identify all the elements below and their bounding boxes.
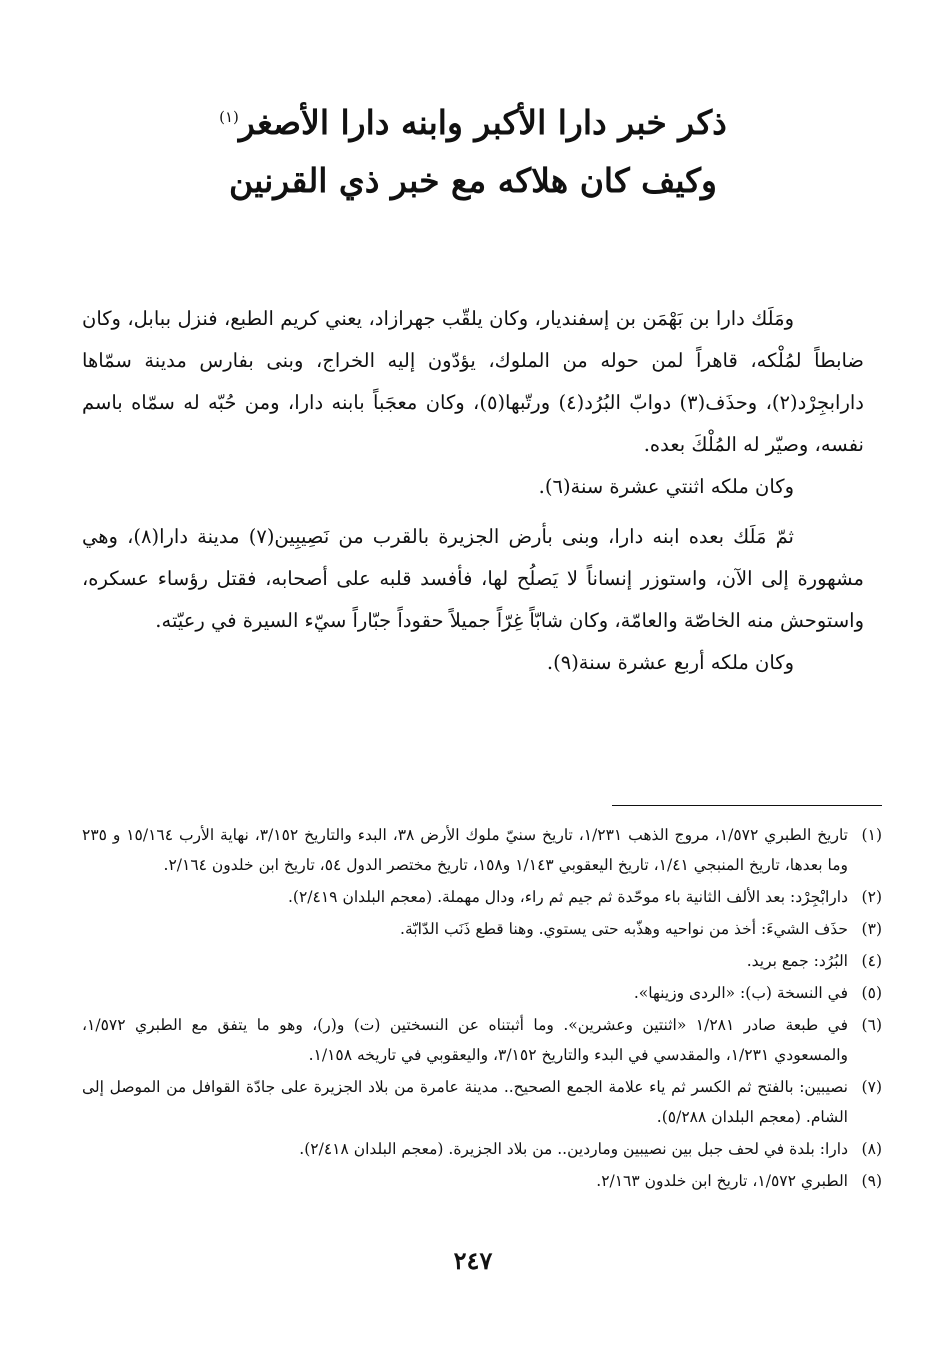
chapter-title: [150, 88, 796, 210]
footnote-text: الطبري ١/٥٧٢، تاريخ ابن خلدون ٢/١٦٣.: [596, 1172, 848, 1190]
footnote-number: (٩): [861, 1172, 882, 1190]
chapter-title-text-1: ذكر خبر دارا الأكبر وابنه دارا الأصغر: [238, 103, 727, 142]
paragraph-gap: [82, 508, 864, 516]
footnote: [82, 1010, 882, 1070]
footnote-text: حذَف الشيءَ: أخذ من نواحيه وهذّبه حتى يستوي. وهنا قطع ذَنَب الدّابّة.: [400, 920, 848, 938]
footnote: [82, 1072, 882, 1132]
footnote-text: في النسخة (ب): «الردى وزينها».: [633, 984, 848, 1002]
footnote: [82, 914, 882, 944]
footnote: [82, 820, 882, 880]
footnote-text: البُرُد: جمع بريد.: [746, 952, 848, 970]
footnote-number: (٥): [861, 984, 882, 1002]
footnote-number: (٦): [861, 1016, 882, 1034]
footnote-number: (٢): [861, 888, 882, 906]
footnote-text: دارابْجِرْد: بعد الألف الثانية باء موحّدة ثم جيم ثم راء، ودال مهملة. (معجم البلدان ٢/٤١٩).: [288, 888, 848, 906]
chapter-title-line-2: وكيف كان هلاكه مع خبر ذي القرنين: [229, 161, 717, 200]
footnote-number: (٧): [861, 1078, 882, 1096]
footnote-text: دارا: بلدة في لحف جبل بين نصيبين وماردين.. من بلاد الجزيرة. (معجم البلدان ٢/٤١٨).: [299, 1140, 848, 1158]
footnotes: [82, 820, 882, 1198]
footnote: [82, 882, 882, 912]
title-footnote-ref: (١): [219, 108, 239, 126]
paragraph-2: وكان ملكه اثنتي عشرة سنة(٦).: [538, 475, 794, 498]
page-number: ٢٤٧: [453, 1246, 493, 1275]
footnote-number: (٨): [861, 1140, 882, 1158]
footnote: [82, 978, 882, 1008]
footnote-number: (٤): [861, 952, 882, 970]
footnote-separator: [612, 805, 882, 806]
footnote: [82, 946, 882, 976]
footnote: [82, 1134, 882, 1164]
paragraph-1: ومَلَك دارا بن بَهْمَن بن إسفنديار، وكان يلقّب جهرازاد، يعني كريم الطبع، فنزل ببابل، وكان ضابطاً لمُلْكه، قاهراً لمن حوله من الملوك، يؤدّون إليه الخراج، وبنى بفارس مدينة سمّاها دارابجِرْد(٢)، وحذَف(٣) دوابّ البُرُد(٤) ورتّبها(٥)، وكان معجَباً بابنه دارا، ومن حُبّه له سمّاه باسم نفسه، وصيّر له المُلْكَ بعده.: [82, 307, 864, 456]
footnote-number: (١): [861, 826, 882, 844]
main-text: [82, 298, 864, 684]
paragraph-3: ثمّ مَلَك بعده ابنه دارا، وبنى بأرض الجزيرة بالقرب من نَصِيبِين(٧) مدينة دارا(٨)، وهي مشهورة إلى الآن، واستوزر إنساناً لا يَصلُح لها، فأفسد قلبه على أصحابه، فقتل رؤساء عسكره، واستوحش منه الخاصّة والعامّة، وكان شابّاً غِرّاً جميلاً حقوداً جبّاراً سيّء السيرة في رعيّته.: [82, 525, 864, 632]
footnote-text: تاريخ الطبري ١/٥٧٢، مروج الذهب ١/٢٣١، تاريخ سنيّ ملوك الأرض ٣٨، البدء والتاريخ ٣/١٥٢، نهاية الأرب ١٥/١٦٤ و ٢٣٥ وما بعدها، تاريخ المنبجي ١/٤١، تاريخ اليعقوبي ١/١٤٣ و١٥٨، تاريخ مختصر الدول ٥٤، تاريخ ابن خلدون ٢/١٦٤.: [82, 826, 848, 874]
footnote: [82, 1166, 882, 1196]
footnote-text: في طبعة صادر ١/٢٨١ «اثنتين وعشرين». وما أثبتناه عن النسختين (ت) و(ر)، وهو ما يتفق مع الطبري ١/٥٧٢، والمسعودي ١/٢٣١، والمقدسي في البدء والتاريخ ٣/١٥٢، واليعقوبي في تاريخه ١/١٥٨.: [82, 1016, 849, 1064]
chapter-title-line-1: [150, 88, 796, 152]
paragraph-4: وكان ملكه أربع عشرة سنة(٩).: [546, 651, 794, 674]
footnote-number: (٣): [861, 920, 882, 938]
footnote-text: نصيبين: بالفتح ثم الكسر ثم ياء علامة الجمع الصحيح.. مدينة عامرة من بلاد الجزيرة على جادّة القوافل من الموصل إلى الشام. (معجم البلدان ٥/٢٨٨).: [82, 1078, 848, 1126]
